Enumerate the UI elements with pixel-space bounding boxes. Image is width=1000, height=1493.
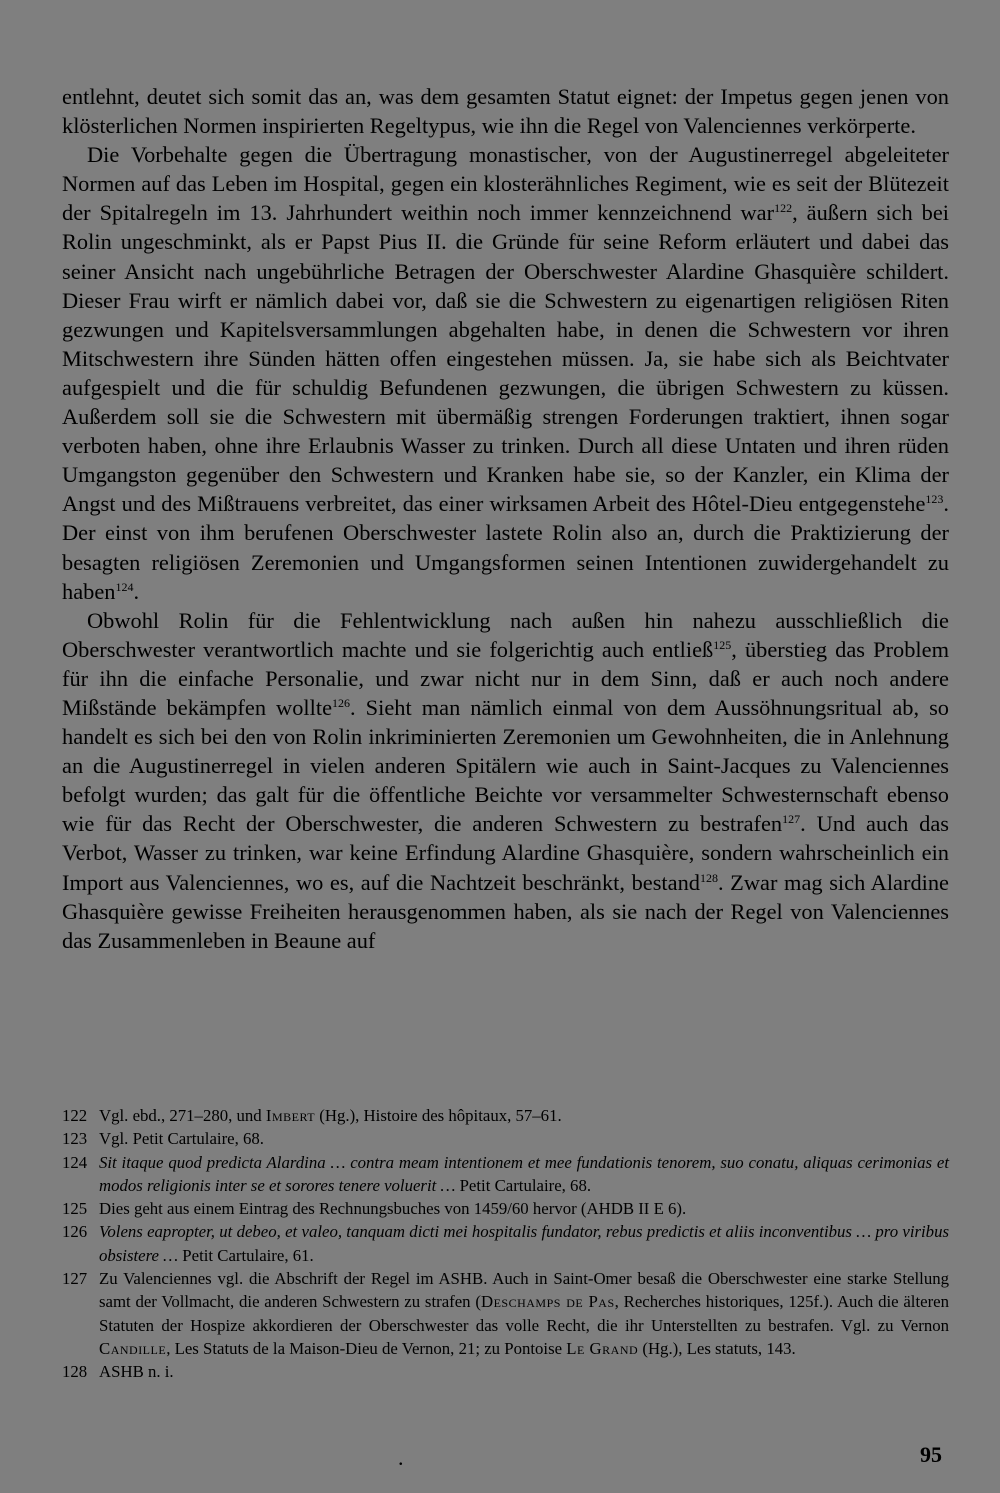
- footnotes: [62, 1104, 949, 1384]
- paragraph-text: . Und auch das Verbot, Wasser zu trinken, war keine Erfindung Alardine Ghasquière, sondern wahrscheinlich ein Import aus Valenciennes, wo es, auf die Nachtzeit beschränkt, bestand: [62, 811, 949, 895]
- footnote-text-part: Petit Cartulaire, 61.: [178, 1245, 314, 1265]
- footnote-ref[interactable]: 125: [713, 637, 732, 652]
- footnote-text: [99, 1104, 949, 1127]
- paragraph-1: [62, 82, 949, 140]
- main-text: [62, 82, 949, 955]
- footnote-text-part: (Hg.), Histoire des hôpitaux, 57–61.: [315, 1106, 562, 1125]
- footnote-text: Dies geht aus einem Eintrag des Rechnungsbuches von 1459/60 hervor (AHDB II E 6).: [99, 1199, 687, 1219]
- footnote-text: ASHB n. i.: [99, 1362, 174, 1382]
- paragraph-text: , äußern sich bei Rolin ungeschminkt, als er Papst Pius II. die Gründe für seine Reform erläutert und dabei das seiner Ansicht nach ungebührliche Betragen der Oberschwester Alardine Ghasquière schildert. Dieser Frau wirft er nämlich dabei vor, daß sie die Schwestern zu eigenartigen religiösen Riten gezwungen und Kapitelsversammlungen abgehalten habe, in denen die Schwestern vor ihren Mitschwestern ihre Sünden hätten offen eingestehen müssen. Ja, sie habe sich als Beichtvater aufgespielt und die für schuldig Befundenen gezwungen, die übrigen Schwestern zu küssen. Außerdem soll sie die Schwestern mit übermäßig strengen Forderungen traktiert, ihnen sogar verboten haben, ohne ihre Erlaubnis Wasser zu trinken. Durch all diese Untaten und ihren rüden Umgangston gegenüber den Schwestern und Kranken habe sie, so der Kanzler, ein Klima der Angst und des Mißtrauens verbreitet, das einer wirksamen Arbeit des Hôtel-Dieu entgegenstehe: [62, 200, 949, 517]
- paragraph-text: . Der einst von ihm berufenen Oberschwester lastete Rolin also an, durch die Praktizierung der besagten religiösen Zeremonien und Umgangsformen seinen Intentionen zuwidergehandelt zu haben: [62, 491, 949, 604]
- paragraph-text: .: [133, 578, 140, 604]
- author-name: Candille: [99, 1338, 167, 1358]
- page-number: 95: [920, 1442, 942, 1467]
- author-name: Le Grand: [566, 1338, 639, 1358]
- footnote-number: 125: [62, 1199, 88, 1219]
- footnote-number: 122: [62, 1106, 88, 1125]
- footnote-text-part: (Hg.), Les statuts, 143.: [638, 1338, 796, 1358]
- paragraph-text: , überstieg das Problem für ihn die einfache Personalie, und zwar nicht nur in dem Sinn, daß er auch noch andere Mißstände bekämpfen wollte: [62, 636, 949, 720]
- footnote-number: 127: [62, 1269, 88, 1289]
- paragraph-text: . Zwar mag sich Alardine Ghasquière gewisse Freiheiten herausgenommen haben, als sie nach der Regel von Valenciennes das Zusammenleben in Beaune auf: [62, 869, 949, 953]
- footnote-text: [99, 1267, 949, 1360]
- footnote-text-part: , Recherches historiques, 125f.). Auch die älteren Statuten der Hospize akkordieren der Oberschwester das volle Recht, die ihr Unterstellten zu bestrafen. Vgl. zu Vernon: [99, 1292, 949, 1335]
- latin-quote: Sit itaque quod predicta Alardina … contra meam intentionem et mee fundationis tenorem, suo conatu, aliquas cerimonias et modos religionis inter se et sorores tenere voluerit …: [99, 1152, 949, 1195]
- paragraph-text: entlehnt, deutet sich somit das an, was dem gesamten Statut eignet: der Impetus gegen jenen von klösterlichen Normen inspirierten Regeltypus, wie ihn die Regel von Valenciennes verkörperte.: [62, 84, 949, 139]
- author-name: Imbert: [265, 1106, 316, 1125]
- footnote-127: [62, 1267, 949, 1360]
- footnote-text-part: Vgl. ebd., 271–280, und: [99, 1106, 266, 1125]
- paragraph-text: Obwohl Rolin für die Fehlentwicklung nach außen hin nahezu ausschließlich die Oberschwester verantwortlich machte und sie folgerichtig auch entließ: [62, 607, 949, 662]
- footnote-126: [62, 1220, 949, 1267]
- paragraph-text: . Sieht man nämlich einmal von dem Aussöhnungsritual ab, so handelt es sich bei den von Rolin inkriminierten Zeremonien um Gewohnheiten, die in Anlehnung an die Augustinerregel in vielen anderen Spitälern wie auch in Saint-Jacques zu Valenciennes befolgt wurden; das galt für die öffentliche Beichte vor versammelter Schwesternschaft ebenso wie für das Recht der Oberschwester, die anderen Schwestern zu bestrafen: [62, 694, 950, 837]
- footnote-number: 126: [62, 1222, 88, 1242]
- footnote-text-part: , Les Statuts de la Maison-Dieu de Vernon, 21; zu Pontoise: [166, 1338, 567, 1358]
- footnote-text: Vgl. Petit Cartulaire, 68.: [99, 1129, 264, 1149]
- footnote-text: [99, 1220, 949, 1267]
- footnote-ref[interactable]: 127: [782, 812, 801, 827]
- footnote-text: [99, 1151, 949, 1198]
- footnote-text-part: Zu Valenciennes vgl. die Abschrift der Regel im ASHB. Auch in Saint-Omer besaß die Oberschwester eine starke Stellung samt der Vollmacht, die anderen Schwestern zu strafen (: [99, 1269, 949, 1312]
- footnote-124: [62, 1151, 949, 1198]
- footnote-ref[interactable]: 124: [115, 579, 134, 594]
- paragraph-3: [62, 606, 949, 955]
- footnote-number: 124: [62, 1152, 88, 1172]
- footnote-number: 123: [62, 1129, 88, 1149]
- footnote-text-part: Petit Cartulaire, 68.: [455, 1175, 592, 1195]
- page-dot-mark: .: [398, 1445, 404, 1470]
- footnote-125: [62, 1197, 949, 1220]
- footnote-128: [62, 1360, 949, 1383]
- footnote-123: [62, 1127, 949, 1150]
- footnote-ref[interactable]: 126: [332, 695, 351, 710]
- footnote-122: [62, 1104, 949, 1127]
- paragraph-2: [62, 140, 949, 606]
- footnote-ref[interactable]: 123: [925, 492, 944, 507]
- paragraph-text: Die Vorbehalte gegen die Übertragung monastischer, von der Augustinerregel abgeleiteter Normen auf das Leben im Hospital, gegen ein klosterähnliches Regiment, wie es seit der Blütezeit der Spitalregeln im 13. Jahrhundert weithin noch immer kennzeichnend war: [62, 142, 949, 226]
- latin-quote: Volens eapropter, ut debeo, et valeo, tanquam dicti mei hospitalis fundator, rebus predictis et aliis inconventibus … pro viribus obsistere …: [99, 1222, 949, 1265]
- footnote-ref[interactable]: 128: [699, 870, 718, 885]
- author-name: Deschamps de Pas: [480, 1292, 615, 1312]
- footnote-ref[interactable]: 122: [774, 201, 793, 216]
- footnote-number: 128: [62, 1362, 88, 1382]
